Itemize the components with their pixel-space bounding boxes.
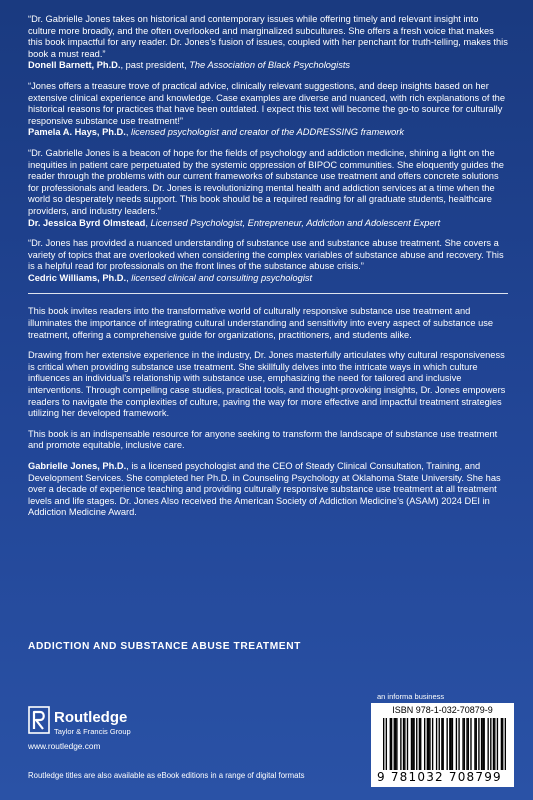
barcode-bar xyxy=(470,718,471,770)
barcode-bar xyxy=(487,718,488,770)
quote-attribution xyxy=(28,127,508,139)
quote-role: licensed psychologist and creator of the ADDRESSING framework xyxy=(131,127,405,138)
barcode-bar xyxy=(396,718,397,770)
barcode-bar xyxy=(481,718,482,770)
quote-text: “Dr. Gabrielle Jones takes on historical and contemporary issues while offering timely and relevant insight into culture more broadly, and the often overlooked and marginalized subcultures. She offers a fresh voice that makes this book impactful for any reader. Dr. Jones’s fusion of issues, coupled with her penchant for truth-telling, makes this book a must read.” xyxy=(28,14,508,59)
publisher-website[interactable]: www.routledge.com xyxy=(28,741,101,751)
barcode-bar xyxy=(427,718,428,770)
barcode-bar xyxy=(478,718,479,770)
barcode-bar xyxy=(407,718,408,770)
barcode-bar xyxy=(476,718,477,770)
quote-role-prefix: , xyxy=(125,127,132,138)
barcode-bar xyxy=(395,718,396,770)
quote-role-prefix: , xyxy=(145,217,151,228)
endorsement-quote xyxy=(28,81,508,139)
barcode-bar xyxy=(446,718,447,770)
quote-role-prefix: , past president, xyxy=(120,60,190,71)
barcode-bar xyxy=(450,718,451,770)
barcode-bar xyxy=(501,718,502,770)
quote-role: licensed clinical and consulting psychologist xyxy=(131,272,313,283)
barcode-bar xyxy=(497,718,498,770)
barcode-bars xyxy=(383,718,506,770)
quote-author: Dr. Jessica Byrd Olmstead xyxy=(28,217,146,228)
barcode-bar xyxy=(462,718,463,770)
quote-role: Licensed Psychologist, Entrepreneur, Addiction and Adolescent Expert xyxy=(150,217,441,228)
barcode-bar xyxy=(391,718,392,770)
description-paragraph: This book invites readers into the transformative world of culturally responsive substance use treatment and illuminates the importance of integrating cultural understanding and sensitivity into every aspect of substance use treatment, offering a comprehensive guide for organizations, practitioners, and students alike. xyxy=(28,306,494,340)
barcode-bar xyxy=(436,718,437,770)
quote-author: Pamela A. Hays, Ph.D. xyxy=(28,127,126,138)
endorsement-quote xyxy=(28,14,508,72)
barcode-bar xyxy=(412,718,413,770)
isbn-barcode xyxy=(371,703,514,787)
barcode-bar xyxy=(494,718,495,770)
barcode-bar xyxy=(505,718,506,770)
barcode-bar xyxy=(443,718,444,770)
barcode-bar xyxy=(468,718,469,770)
informa-business-line: an informa business xyxy=(377,692,445,701)
barcode-bar xyxy=(390,718,391,770)
barcode-bar xyxy=(411,718,412,770)
author-bio-text: , is a licensed psychologist and the CEO of Steady Clinical Consultation, Training, and Development Services. She completed her Ph.D. in Counseling Psychology at Oklahoma State University. She has over a decade of experience teaching and providing culturally responsive substance use treatment at all treatment levels and life stages. Dr. Jones Also received the American Society of Addiction Medicine’s (ASAM) 2024 DEI in Addiction Medicine Award. xyxy=(28,461,501,518)
isbn-label: ISBN 978-1-032-70879-9 xyxy=(392,705,493,715)
barcode-bar xyxy=(420,718,421,770)
barcode-bar xyxy=(452,718,453,770)
barcode-bar xyxy=(490,718,491,770)
description-paragraph: Drawing from her extensive experience in the industry, Dr. Jones masterfully articulates why cultural responsiveness is critical when providing substance use treatment. She skillfully delves into the intricate ways in which culture influences an individual’s relationship with substance use, emphasizing the need for tailored and inclusive interventions. Through compelling case studies, practical tools, and thought-provoking insights, Dr. Jones empowers readers to navigate the complexities of culture, paving the way for more effective and impactful treatment strategies utilizing her developed framework. xyxy=(28,350,506,419)
barcode-bar xyxy=(403,718,404,770)
barcode-bar xyxy=(383,718,384,770)
subject-category: ADDICTION AND SUBSTANCE ABUSE TREATMENT xyxy=(28,641,301,652)
ebook-footnote: Routledge titles are also available as eBook editions in a range of digital formats xyxy=(28,771,305,780)
barcode-bar xyxy=(386,718,387,770)
cover-text-block xyxy=(28,14,508,528)
barcode-bar xyxy=(439,718,440,770)
routledge-logo-icon xyxy=(28,706,50,734)
quote-author: Cedric Williams, Ph.D. xyxy=(28,272,127,283)
barcode-bar xyxy=(458,718,459,770)
barcode-bar xyxy=(466,718,467,770)
barcode-bar xyxy=(484,718,485,770)
barcode-bar xyxy=(428,718,429,770)
quote-text: “Jones offers a treasure trove of practical advice, clinically relevant suggestions, and deep insights based on her extensive clinical experience and knowledge. Case examples are diverse and nuanced, with rich explanations of the historical reasons for practices that have been outdated. I expect this text will become the go-to source for culturally responsive substance use treatment!” xyxy=(28,80,506,126)
quote-attribution xyxy=(28,60,508,72)
barcode-bar xyxy=(400,718,401,770)
barcode-bar xyxy=(441,718,442,770)
barcode-bar xyxy=(416,718,417,770)
description-paragraph: This book is an indispensable resource for anyone seeking to transform the landscape of substance use treatment and promote equitable, inclusive care. xyxy=(28,428,498,451)
quote-attribution xyxy=(28,273,508,285)
barcode-bar xyxy=(429,718,430,770)
quote-role-prefix: , xyxy=(126,272,132,283)
barcode-bar xyxy=(419,718,420,770)
barcode-bar xyxy=(456,718,457,770)
barcode-bar xyxy=(432,718,433,770)
quote-author: Donell Barnett, Ph.D. xyxy=(28,60,121,71)
quote-role: The Association of Black Psychologists xyxy=(189,60,351,71)
endorsement-quote xyxy=(28,148,508,229)
endorsement-quote xyxy=(28,238,508,284)
barcode-bar xyxy=(449,718,450,770)
barcode-bar xyxy=(464,718,465,770)
publisher-name: Routledge xyxy=(54,709,128,726)
quote-text: “Dr. Gabrielle Jones is a beacon of hope for the fields of psychology and addiction medicine, shining a light on the inequities in patient care perpetuated by the systemic oppression of BIPOC communities. She eloquently guides the reader through the problems with our current frameworks of substance use treatment and offers concrete solutions for professionals and leaders. Dr. Jones is revolutionizing mental health and addiction services at a time when the world so desperately needs support. This book should be a required reading for all graduate students, healthcare providers, and industry leaders.” xyxy=(28,147,504,216)
barcode-bar xyxy=(394,718,395,770)
barcode-bar xyxy=(413,718,414,770)
barcode-bar xyxy=(404,718,405,770)
author-bio xyxy=(28,461,508,519)
barcode-digits: 9 781032 708799 xyxy=(377,770,502,784)
barcode-bar xyxy=(474,718,475,770)
quote-attribution xyxy=(28,218,508,230)
barcode-bar xyxy=(482,718,483,770)
barcode-bar xyxy=(493,718,494,770)
barcode-bar xyxy=(502,718,503,770)
quote-text: “Dr. Jones has provided a nuanced understanding of substance use and substance abuse treatment. She covers a variety of topics that are overlooked when considering the complex variables of substance abuse and recovery. This is a helpful read for professionals on the front lines of the substance abuse crisis.” xyxy=(28,238,504,272)
publisher-group: Taylor & Francis Group xyxy=(54,727,131,736)
author-name: Gabrielle Jones, Ph.D. xyxy=(28,461,127,471)
section-divider xyxy=(28,293,508,294)
barcode-bar xyxy=(424,718,425,770)
